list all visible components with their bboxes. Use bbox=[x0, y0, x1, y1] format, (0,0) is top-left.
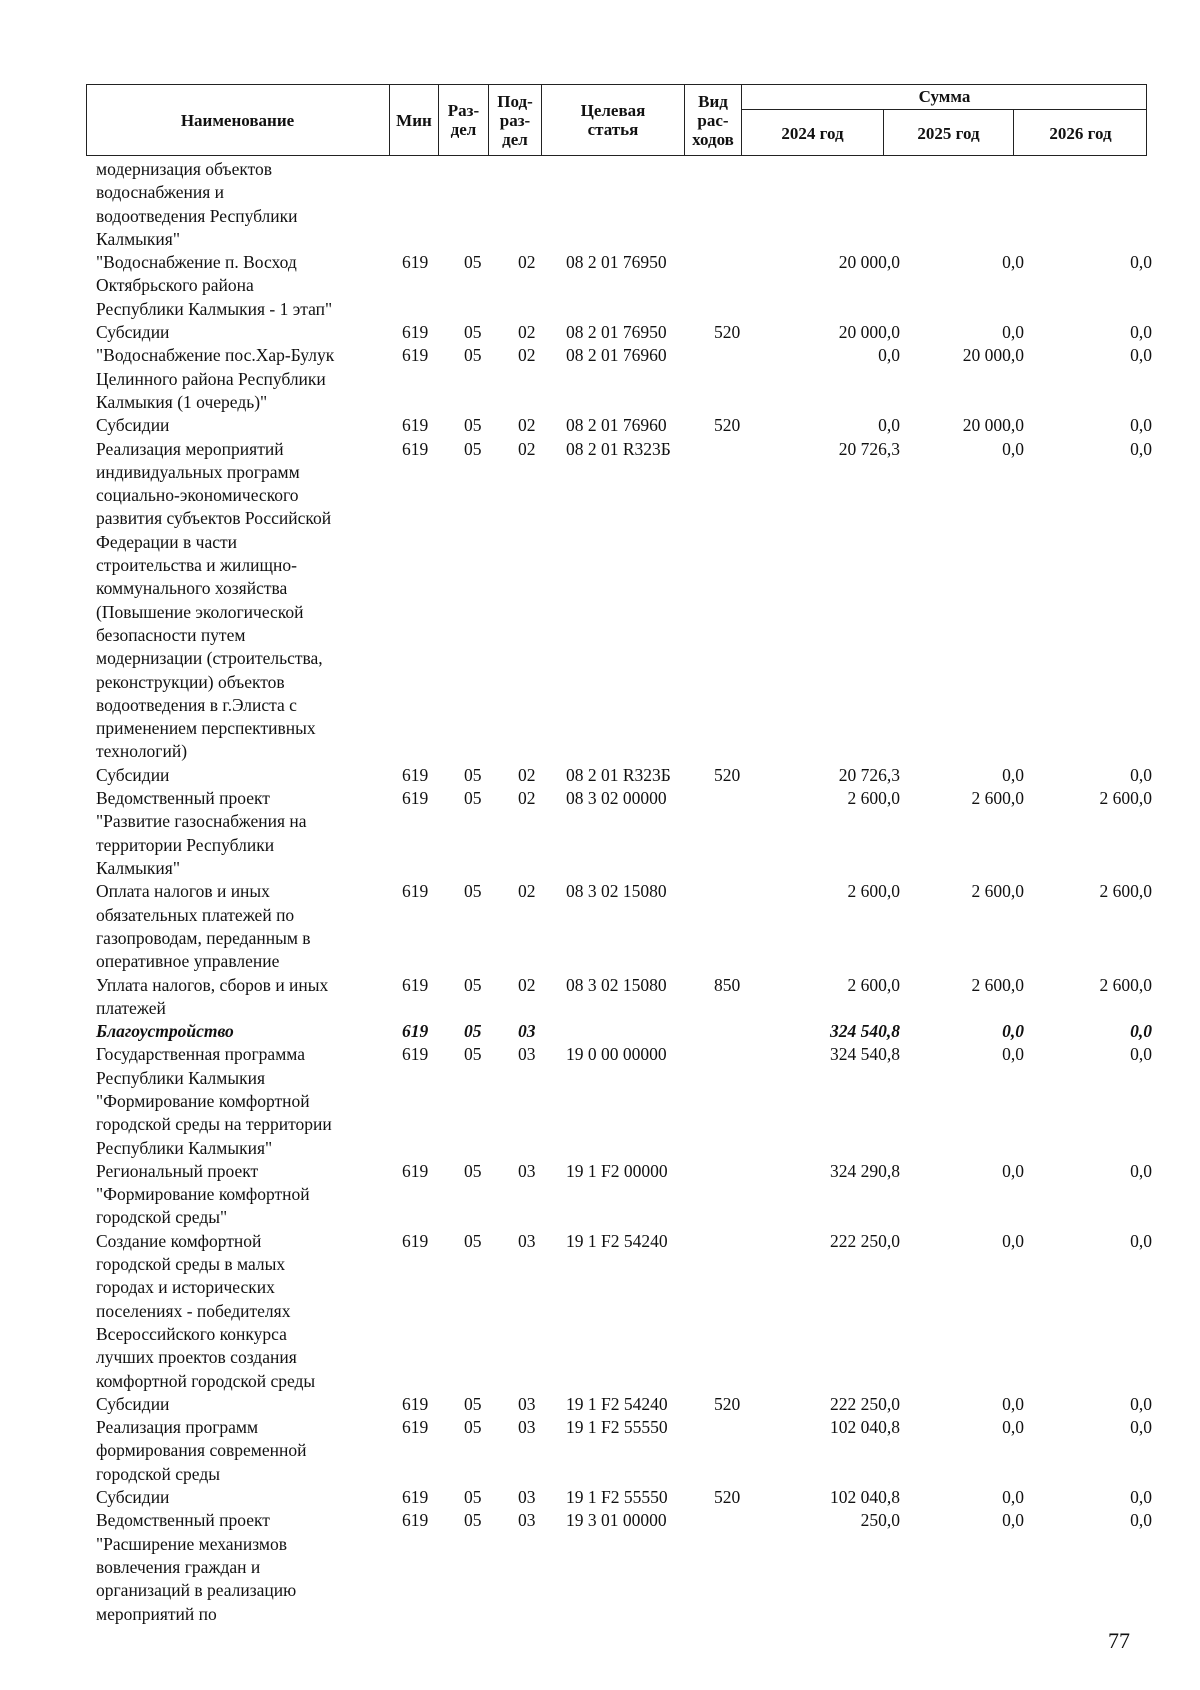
cell-podrazdel: 03 bbox=[518, 1510, 536, 1531]
row-name-line: Благоустройство bbox=[96, 1021, 234, 1042]
row-name bbox=[96, 1393, 381, 1416]
row-name bbox=[96, 974, 381, 1021]
cell-razdel: 05 bbox=[464, 252, 482, 273]
row-name-line: лучших проектов создания bbox=[96, 1347, 297, 1368]
row-name-line: городской среды на территории bbox=[96, 1114, 332, 1135]
cell-podrazdel: 02 bbox=[518, 345, 536, 366]
row-name-line: обязательных платежей по bbox=[96, 904, 295, 925]
cell-y2025: 0,0 bbox=[1002, 1417, 1024, 1438]
cell-y2026: 0,0 bbox=[1130, 1510, 1152, 1531]
cell-razdel: 05 bbox=[464, 415, 482, 436]
row-name-line: Калмыкия (1 очередь)" bbox=[96, 391, 268, 412]
cell-y2025: 0,0 bbox=[1002, 1160, 1024, 1181]
cell-y2025: 0,0 bbox=[1002, 1021, 1024, 1042]
row-name bbox=[96, 1160, 381, 1230]
cell-vr: 520 bbox=[714, 322, 741, 343]
row-name bbox=[96, 1230, 381, 1393]
row-name-line: строительства и жилищно- bbox=[96, 555, 297, 576]
cell-cs: 19 0 00 00000 bbox=[566, 1044, 667, 1065]
row-name bbox=[96, 1416, 381, 1486]
row-name-line: коммунального хозяйства bbox=[96, 578, 288, 599]
row-name-line: комфортной городской среды bbox=[96, 1370, 316, 1391]
header-razdel: Раз- дел bbox=[439, 84, 489, 156]
cell-cs: 08 2 01 R323Б bbox=[566, 438, 671, 459]
cell-razdel: 05 bbox=[464, 1417, 482, 1438]
row-name-line: Калмыкия" bbox=[96, 228, 180, 249]
row-name-line: формирования современной bbox=[96, 1440, 307, 1461]
cell-cs: 19 1 F2 55550 bbox=[566, 1417, 668, 1438]
cell-y2025: 20 000,0 bbox=[962, 345, 1024, 366]
row-name-line: "Водоснабжение пос.Хар-Булук bbox=[96, 345, 335, 366]
cell-y2024: 222 250,0 bbox=[830, 1230, 900, 1251]
cell-cs: 19 1 F2 00000 bbox=[566, 1160, 668, 1181]
cell-cs: 19 1 F2 55550 bbox=[566, 1487, 668, 1508]
cell-y2026: 2 600,0 bbox=[1099, 974, 1152, 995]
cell-y2024: 2 600,0 bbox=[847, 788, 900, 809]
cell-podrazdel: 02 bbox=[518, 322, 536, 343]
cell-min: 619 bbox=[402, 252, 429, 273]
row-name-line: "Формирование комфортной bbox=[96, 1090, 310, 1111]
cell-podrazdel: 03 bbox=[518, 1160, 536, 1181]
cell-min: 619 bbox=[402, 322, 429, 343]
row-name-line: Федерации в части bbox=[96, 531, 238, 552]
cell-cs: 19 3 01 00000 bbox=[566, 1510, 667, 1531]
cell-vr: 520 bbox=[714, 1487, 741, 1508]
cell-vr: 850 bbox=[714, 974, 741, 995]
cell-razdel: 05 bbox=[464, 1487, 482, 1508]
row-name-line: городской среды в малых bbox=[96, 1254, 286, 1275]
row-name-line: газопроводам, переданным в bbox=[96, 927, 311, 948]
cell-y2025: 2 600,0 bbox=[971, 788, 1024, 809]
row-name-line: Реализация мероприятий bbox=[96, 438, 284, 459]
row-name bbox=[96, 1043, 381, 1159]
row-name-line: социально-экономического bbox=[96, 485, 299, 506]
cell-vr: 520 bbox=[714, 764, 741, 785]
row-name-line: организаций в реализацию bbox=[96, 1580, 297, 1601]
header-2026: 2026 год bbox=[1049, 123, 1112, 143]
cell-y2025: 0,0 bbox=[1002, 1487, 1024, 1508]
cell-y2024: 20 000,0 bbox=[838, 322, 900, 343]
cell-y2025: 0,0 bbox=[1002, 1230, 1024, 1251]
cell-min: 619 bbox=[402, 1160, 429, 1181]
cell-y2024: 102 040,8 bbox=[830, 1417, 900, 1438]
cell-y2026: 0,0 bbox=[1130, 1230, 1152, 1251]
cell-y2025: 0,0 bbox=[1002, 1044, 1024, 1065]
row-name-line: модернизация объектов bbox=[96, 159, 273, 179]
cell-cs: 08 2 01 76960 bbox=[566, 345, 667, 366]
cell-min: 619 bbox=[402, 1487, 429, 1508]
cell-y2025: 0,0 bbox=[1002, 1510, 1024, 1531]
cell-min: 619 bbox=[402, 345, 429, 366]
cell-y2026: 0,0 bbox=[1130, 1021, 1152, 1042]
cell-cs: 08 2 01 76950 bbox=[566, 322, 667, 343]
row-name-line: Создание комфортной bbox=[96, 1230, 262, 1251]
cell-y2024: 2 600,0 bbox=[847, 881, 900, 902]
cell-podrazdel: 03 bbox=[518, 1021, 536, 1042]
row-name-line: Ведомственный проект bbox=[96, 1510, 270, 1531]
row-name-line: модернизации (строительства, bbox=[96, 648, 323, 669]
row-name bbox=[96, 764, 381, 787]
row-name-line: Субсидии bbox=[96, 1393, 170, 1414]
cell-vr: 520 bbox=[714, 415, 741, 436]
row-name-line: Уплата налогов, сборов и иных bbox=[96, 974, 329, 995]
cell-razdel: 05 bbox=[464, 1393, 482, 1414]
cell-razdel: 05 bbox=[464, 1044, 482, 1065]
cell-min: 619 bbox=[402, 438, 429, 459]
row-name-line: (Повышение экологической bbox=[96, 601, 304, 622]
cell-razdel: 05 bbox=[464, 788, 482, 809]
row-name-line: мероприятий по bbox=[96, 1603, 217, 1624]
cell-razdel: 05 bbox=[464, 322, 482, 343]
cell-y2024: 324 290,8 bbox=[830, 1160, 900, 1181]
cell-cs: 19 1 F2 54240 bbox=[566, 1230, 668, 1251]
cell-podrazdel: 03 bbox=[518, 1044, 536, 1065]
header-min: Мин bbox=[390, 84, 439, 156]
cell-razdel: 05 bbox=[464, 764, 482, 785]
cell-cs: 08 2 01 R323Б bbox=[566, 764, 671, 785]
row-name-line: Оплата налогов и иных bbox=[96, 881, 270, 902]
row-name bbox=[96, 1020, 381, 1043]
cell-y2024: 20 726,3 bbox=[838, 438, 900, 459]
cell-y2026: 2 600,0 bbox=[1099, 788, 1152, 809]
header-name: Наименование bbox=[86, 84, 390, 156]
cell-podrazdel: 03 bbox=[518, 1393, 536, 1414]
row-name bbox=[96, 438, 381, 764]
cell-razdel: 05 bbox=[464, 345, 482, 366]
row-name-line: применением перспективных bbox=[96, 718, 316, 739]
header-vid-rashodov: Вид рас- ходов bbox=[685, 84, 742, 156]
header-summa: Сумма bbox=[742, 84, 1147, 110]
cell-y2026: 0,0 bbox=[1130, 252, 1152, 273]
cell-y2024: 20 726,3 bbox=[838, 764, 900, 785]
cell-min: 619 bbox=[402, 1393, 429, 1414]
row-name-line: городах и исторических bbox=[96, 1277, 275, 1298]
row-name-line: Реализация программ bbox=[96, 1417, 259, 1438]
cell-podrazdel: 02 bbox=[518, 252, 536, 273]
row-name-line: Республики Калмыкия" bbox=[96, 1137, 273, 1158]
cell-cs: 08 3 02 00000 bbox=[566, 788, 667, 809]
row-name-line: Ведомственный проект bbox=[96, 788, 270, 809]
cell-razdel: 05 bbox=[464, 1510, 482, 1531]
cell-y2026: 0,0 bbox=[1130, 1487, 1152, 1508]
cell-y2026: 2 600,0 bbox=[1099, 881, 1152, 902]
row-name-line: реконструкции) объектов bbox=[96, 671, 285, 692]
row-name-line: технологий) bbox=[96, 741, 188, 762]
page-number: 77 bbox=[1108, 1628, 1130, 1653]
cell-y2024: 250,0 bbox=[860, 1510, 900, 1531]
cell-y2024: 324 540,8 bbox=[830, 1021, 900, 1042]
cell-y2026: 0,0 bbox=[1130, 1393, 1152, 1414]
cell-podrazdel: 02 bbox=[518, 764, 536, 785]
row-name bbox=[96, 414, 381, 437]
row-name-line: поселениях - победителях bbox=[96, 1300, 291, 1321]
cell-y2024: 0,0 bbox=[878, 415, 900, 436]
row-name-line: платежей bbox=[96, 997, 166, 1018]
cell-y2025: 0,0 bbox=[1002, 1393, 1024, 1414]
row-name bbox=[96, 880, 381, 973]
cell-vr: 520 bbox=[714, 1393, 741, 1414]
cell-y2026: 0,0 bbox=[1130, 415, 1152, 436]
cell-podrazdel: 02 bbox=[518, 881, 536, 902]
row-name-line: Субсидии bbox=[96, 415, 170, 436]
cell-razdel: 05 bbox=[464, 1160, 482, 1181]
cell-podrazdel: 03 bbox=[518, 1487, 536, 1508]
row-name-line: водоснабжения и bbox=[96, 182, 224, 203]
cell-y2024: 0,0 bbox=[878, 345, 900, 366]
cell-y2024: 102 040,8 bbox=[830, 1487, 900, 1508]
row-name bbox=[96, 344, 381, 414]
cell-razdel: 05 bbox=[464, 438, 482, 459]
cell-y2025: 0,0 bbox=[1002, 764, 1024, 785]
cell-min: 619 bbox=[402, 764, 429, 785]
row-name-line: Региональный проект bbox=[96, 1160, 259, 1181]
cell-min: 619 bbox=[402, 1230, 429, 1251]
cell-cs: 08 2 01 76960 bbox=[566, 415, 667, 436]
cell-min: 619 bbox=[402, 788, 429, 809]
cell-razdel: 05 bbox=[464, 974, 482, 995]
cell-razdel: 05 bbox=[464, 1230, 482, 1251]
cell-cs: 08 3 02 15080 bbox=[566, 881, 667, 902]
row-name-line: оперативное управление bbox=[96, 951, 280, 972]
cell-podrazdel: 03 bbox=[518, 1230, 536, 1251]
row-name-line: развития субъектов Российской bbox=[96, 508, 332, 529]
header-celevaya-statya: Целевая статья bbox=[542, 84, 685, 156]
cell-min: 619 bbox=[402, 881, 429, 902]
row-name-line: безопасности путем bbox=[96, 624, 246, 645]
row-name-line: Республики Калмыкия bbox=[96, 1067, 266, 1088]
row-name-line: Субсидии bbox=[96, 764, 170, 785]
cell-razdel: 05 bbox=[464, 881, 482, 902]
row-name-line: индивидуальных программ bbox=[96, 461, 300, 482]
cell-y2024: 2 600,0 bbox=[847, 974, 900, 995]
row-name-line: Субсидии bbox=[96, 322, 170, 343]
table-header bbox=[86, 84, 1147, 156]
row-name-line: городской среды" bbox=[96, 1207, 228, 1228]
cell-min: 619 bbox=[402, 974, 429, 995]
header-2025: 2025 год bbox=[884, 110, 1014, 156]
row-name-line: Республики Калмыкия - 1 этап" bbox=[96, 298, 333, 319]
row-name bbox=[96, 1509, 381, 1625]
cell-y2025: 2 600,0 bbox=[971, 881, 1024, 902]
row-name-line: "Водоснабжение п. Восход bbox=[96, 252, 297, 273]
cell-podrazdel: 03 bbox=[518, 1417, 536, 1438]
cell-y2026: 0,0 bbox=[1130, 322, 1152, 343]
cell-podrazdel: 02 bbox=[518, 788, 536, 809]
header-podrazdel: Под- раз- дел bbox=[489, 84, 542, 156]
cell-y2024: 222 250,0 bbox=[830, 1393, 900, 1414]
cell-y2025: 0,0 bbox=[1002, 252, 1024, 273]
row-name-line: Калмыкия" bbox=[96, 857, 180, 878]
row-name-line: вовлечения граждан и bbox=[96, 1556, 261, 1577]
cell-min: 619 bbox=[402, 1021, 429, 1042]
row-name-line: водоотведения в г.Элиста с bbox=[96, 694, 297, 715]
cell-cs: 19 1 F2 54240 bbox=[566, 1393, 668, 1414]
cell-y2025: 20 000,0 bbox=[962, 415, 1024, 436]
cell-y2025: 2 600,0 bbox=[971, 974, 1024, 995]
row-name-line: "Развитие газоснабжения на bbox=[96, 811, 307, 832]
cell-y2024: 324 540,8 bbox=[830, 1044, 900, 1065]
cell-y2024: 20 000,0 bbox=[838, 252, 900, 273]
cell-min: 619 bbox=[402, 1044, 429, 1065]
cell-cs: 08 3 02 15080 bbox=[566, 974, 667, 995]
row-name-line: "Расширение механизмов bbox=[96, 1533, 288, 1554]
cell-y2026: 0,0 bbox=[1130, 1044, 1152, 1065]
cell-y2026: 0,0 bbox=[1130, 1160, 1152, 1181]
row-name-line: Государственная программа bbox=[96, 1044, 305, 1065]
cell-min: 619 bbox=[402, 1510, 429, 1531]
row-name-line: территории Республики bbox=[96, 834, 275, 855]
cell-podrazdel: 02 bbox=[518, 974, 536, 995]
row-name bbox=[96, 158, 381, 251]
header-2024: 2024 год bbox=[742, 110, 884, 156]
cell-y2026: 0,0 bbox=[1130, 764, 1152, 785]
row-name-line: Целинного района Республики bbox=[96, 368, 326, 389]
cell-cs: 08 2 01 76950 bbox=[566, 252, 667, 273]
cell-min: 619 bbox=[402, 1417, 429, 1438]
row-name-line: Октябрьского района bbox=[96, 275, 254, 296]
cell-razdel: 05 bbox=[464, 1021, 482, 1042]
cell-podrazdel: 02 bbox=[518, 415, 536, 436]
row-name bbox=[96, 1486, 381, 1509]
row-name-line: Субсидии bbox=[96, 1487, 170, 1508]
cell-y2025: 0,0 bbox=[1002, 322, 1024, 343]
cell-y2026: 0,0 bbox=[1130, 438, 1152, 459]
row-name-line: водоотведения Республики bbox=[96, 205, 298, 226]
cell-min: 619 bbox=[402, 415, 429, 436]
row-name-line: "Формирование комфортной bbox=[96, 1184, 310, 1205]
row-name-line: городской среды bbox=[96, 1463, 220, 1484]
row-name bbox=[96, 321, 381, 344]
row-name-line: Всероссийского конкурса bbox=[96, 1323, 287, 1344]
cell-y2026: 0,0 bbox=[1130, 345, 1152, 366]
cell-y2026: 0,0 bbox=[1130, 1417, 1152, 1438]
cell-y2025: 0,0 bbox=[1002, 438, 1024, 459]
row-name bbox=[96, 787, 381, 880]
cell-podrazdel: 02 bbox=[518, 438, 536, 459]
row-name bbox=[96, 251, 381, 321]
